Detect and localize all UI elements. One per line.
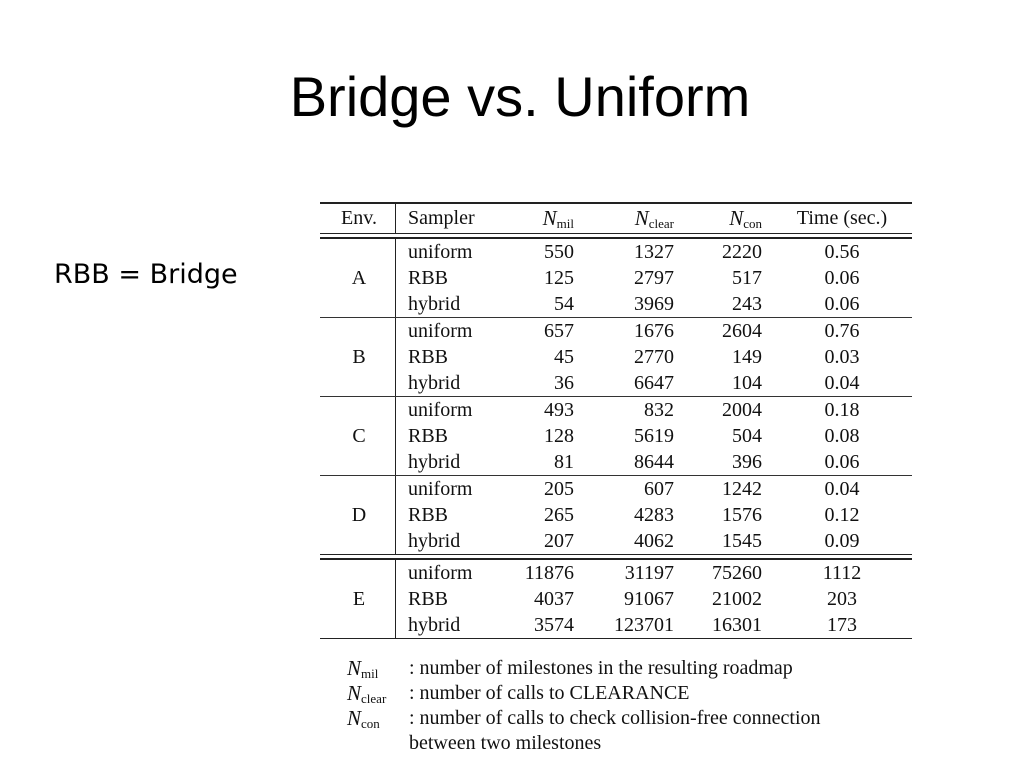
n-symbol: N bbox=[729, 205, 744, 230]
cell-time: 0.08 bbox=[824, 424, 860, 447]
cell-clear: 4062 bbox=[634, 529, 674, 552]
table-row bbox=[320, 476, 912, 502]
cell-con: 1242 bbox=[722, 477, 762, 500]
cell-sampler: uniform bbox=[408, 319, 473, 342]
env-label: A bbox=[351, 266, 367, 289]
header-n-con bbox=[729, 204, 762, 238]
legend-sub: clear bbox=[361, 691, 387, 706]
cell-sampler: RBB bbox=[408, 345, 449, 368]
cell-time: 0.03 bbox=[824, 345, 860, 368]
cell-mil: 81 bbox=[554, 450, 574, 473]
legend-text: : number of calls to check collision-free connection bbox=[409, 707, 821, 729]
table-row bbox=[320, 318, 912, 344]
cell-clear: 1327 bbox=[634, 240, 674, 263]
cell-sampler: hybrid bbox=[408, 613, 461, 636]
table-row bbox=[320, 423, 912, 449]
cell-mil: 11876 bbox=[524, 561, 574, 584]
n-symbol: N bbox=[347, 681, 362, 705]
bottom-rule bbox=[320, 638, 912, 640]
sub-con: con bbox=[743, 215, 762, 231]
legend-sub: con bbox=[361, 716, 380, 731]
cell-time: 0.12 bbox=[824, 503, 860, 526]
cell-mil: 3574 bbox=[534, 613, 574, 636]
cell-clear: 6647 bbox=[634, 371, 674, 394]
cell-mil: 36 bbox=[554, 371, 574, 394]
cell-con: 149 bbox=[732, 345, 762, 368]
legend-sub: mil bbox=[361, 666, 379, 681]
env-label: C bbox=[352, 424, 366, 447]
cell-con: 21002 bbox=[712, 587, 762, 610]
cell-time: 0.56 bbox=[824, 240, 860, 263]
table-row bbox=[320, 291, 912, 317]
cell-time: 0.06 bbox=[824, 450, 860, 473]
legend-symbol bbox=[347, 706, 380, 736]
cell-con: 2220 bbox=[722, 240, 762, 263]
cell-mil: 125 bbox=[544, 266, 574, 289]
cell-sampler: uniform bbox=[408, 561, 473, 584]
cell-sampler: hybrid bbox=[408, 529, 461, 552]
cell-time: 0.18 bbox=[824, 398, 860, 421]
env-label: E bbox=[352, 587, 366, 610]
cell-con: 517 bbox=[732, 266, 762, 289]
table-row bbox=[320, 560, 912, 586]
env-group bbox=[320, 318, 912, 396]
cell-time: 0.04 bbox=[824, 371, 860, 394]
n-symbol: N bbox=[542, 205, 557, 230]
table-body bbox=[320, 239, 912, 638]
cell-clear: 123701 bbox=[614, 613, 674, 636]
table-header bbox=[320, 204, 912, 233]
cell-clear: 2770 bbox=[634, 345, 674, 368]
cell-clear: 5619 bbox=[634, 424, 674, 447]
cell-time: 0.06 bbox=[824, 266, 860, 289]
cell-con: 243 bbox=[732, 292, 762, 315]
cell-clear: 2797 bbox=[634, 266, 674, 289]
cell-mil: 128 bbox=[544, 424, 574, 447]
header-sampler: Sampler bbox=[408, 206, 475, 229]
legend-text: : number of milestones in the resulting roadmap bbox=[409, 657, 793, 679]
legend-text: : number of calls to CLEARANCE bbox=[409, 682, 690, 704]
env-label: B bbox=[352, 345, 366, 368]
header-n-mil bbox=[543, 204, 574, 238]
cell-mil: 45 bbox=[554, 345, 574, 368]
cell-con: 2004 bbox=[722, 398, 762, 421]
sub-clear: clear bbox=[648, 215, 674, 231]
table-row bbox=[320, 612, 912, 638]
cell-sampler: RBB bbox=[408, 266, 449, 289]
cell-clear: 4283 bbox=[634, 503, 674, 526]
cell-clear: 91067 bbox=[624, 587, 674, 610]
table-row bbox=[320, 502, 912, 528]
cell-time: 173 bbox=[827, 613, 857, 636]
cell-time: 0.76 bbox=[824, 319, 860, 342]
cell-clear: 832 bbox=[644, 398, 674, 421]
env-group bbox=[320, 476, 912, 554]
sub-mil: mil bbox=[556, 215, 574, 231]
cell-con: 104 bbox=[732, 371, 762, 394]
table-row bbox=[320, 370, 912, 396]
table-row bbox=[320, 449, 912, 475]
cell-sampler: RBB bbox=[408, 503, 449, 526]
table-row bbox=[320, 586, 912, 612]
cell-mil: 657 bbox=[544, 319, 574, 342]
cell-con: 1576 bbox=[722, 503, 762, 526]
table-row bbox=[320, 344, 912, 370]
cell-sampler: RBB bbox=[408, 587, 449, 610]
header-n-clear bbox=[635, 204, 674, 238]
cell-mil: 4037 bbox=[534, 587, 574, 610]
table-row bbox=[320, 239, 912, 265]
cell-mil: 493 bbox=[544, 398, 574, 421]
n-symbol: N bbox=[347, 656, 362, 680]
cell-sampler: hybrid bbox=[408, 371, 461, 394]
cell-con: 2604 bbox=[722, 319, 762, 342]
n-symbol: N bbox=[347, 706, 362, 730]
cell-con: 75260 bbox=[712, 561, 762, 584]
cell-mil: 54 bbox=[554, 292, 574, 315]
table-row bbox=[320, 397, 912, 423]
env-label: D bbox=[351, 503, 367, 526]
cell-time: 0.09 bbox=[824, 529, 860, 552]
rbb-note: RBB = Bridge bbox=[54, 259, 238, 290]
cell-sampler: uniform bbox=[408, 477, 473, 500]
cell-time: 0.04 bbox=[824, 477, 860, 500]
header-env: Env. bbox=[341, 206, 377, 229]
env-group bbox=[320, 397, 912, 475]
cell-sampler: uniform bbox=[408, 398, 473, 421]
cell-mil: 205 bbox=[544, 477, 574, 500]
cell-sampler: uniform bbox=[408, 240, 473, 263]
cell-sampler: RBB bbox=[408, 424, 449, 447]
cell-clear: 1676 bbox=[634, 319, 674, 342]
cell-con: 396 bbox=[732, 450, 762, 473]
cell-con: 16301 bbox=[712, 613, 762, 636]
cell-mil: 550 bbox=[544, 240, 574, 263]
cell-time: 0.06 bbox=[824, 292, 860, 315]
cell-clear: 607 bbox=[644, 477, 674, 500]
results-table bbox=[320, 202, 912, 639]
table-row bbox=[320, 528, 912, 554]
cell-mil: 207 bbox=[544, 529, 574, 552]
cell-con: 1545 bbox=[722, 529, 762, 552]
cell-mil: 265 bbox=[544, 503, 574, 526]
cell-clear: 8644 bbox=[634, 450, 674, 473]
header-time: Time (sec.) bbox=[796, 206, 888, 229]
cell-clear: 3969 bbox=[634, 292, 674, 315]
table-row bbox=[320, 265, 912, 291]
env-group bbox=[320, 239, 912, 317]
cell-time: 1112 bbox=[822, 561, 862, 584]
cell-clear: 31197 bbox=[624, 561, 674, 584]
cell-sampler: hybrid bbox=[408, 450, 461, 473]
cell-con: 504 bbox=[732, 424, 762, 447]
cell-time: 203 bbox=[827, 587, 857, 610]
n-symbol: N bbox=[634, 205, 649, 230]
slide-title: Bridge vs. Uniform bbox=[289, 65, 751, 128]
env-group bbox=[320, 560, 912, 638]
cell-sampler: hybrid bbox=[408, 292, 461, 315]
legend-text: between two milestones bbox=[409, 732, 602, 754]
